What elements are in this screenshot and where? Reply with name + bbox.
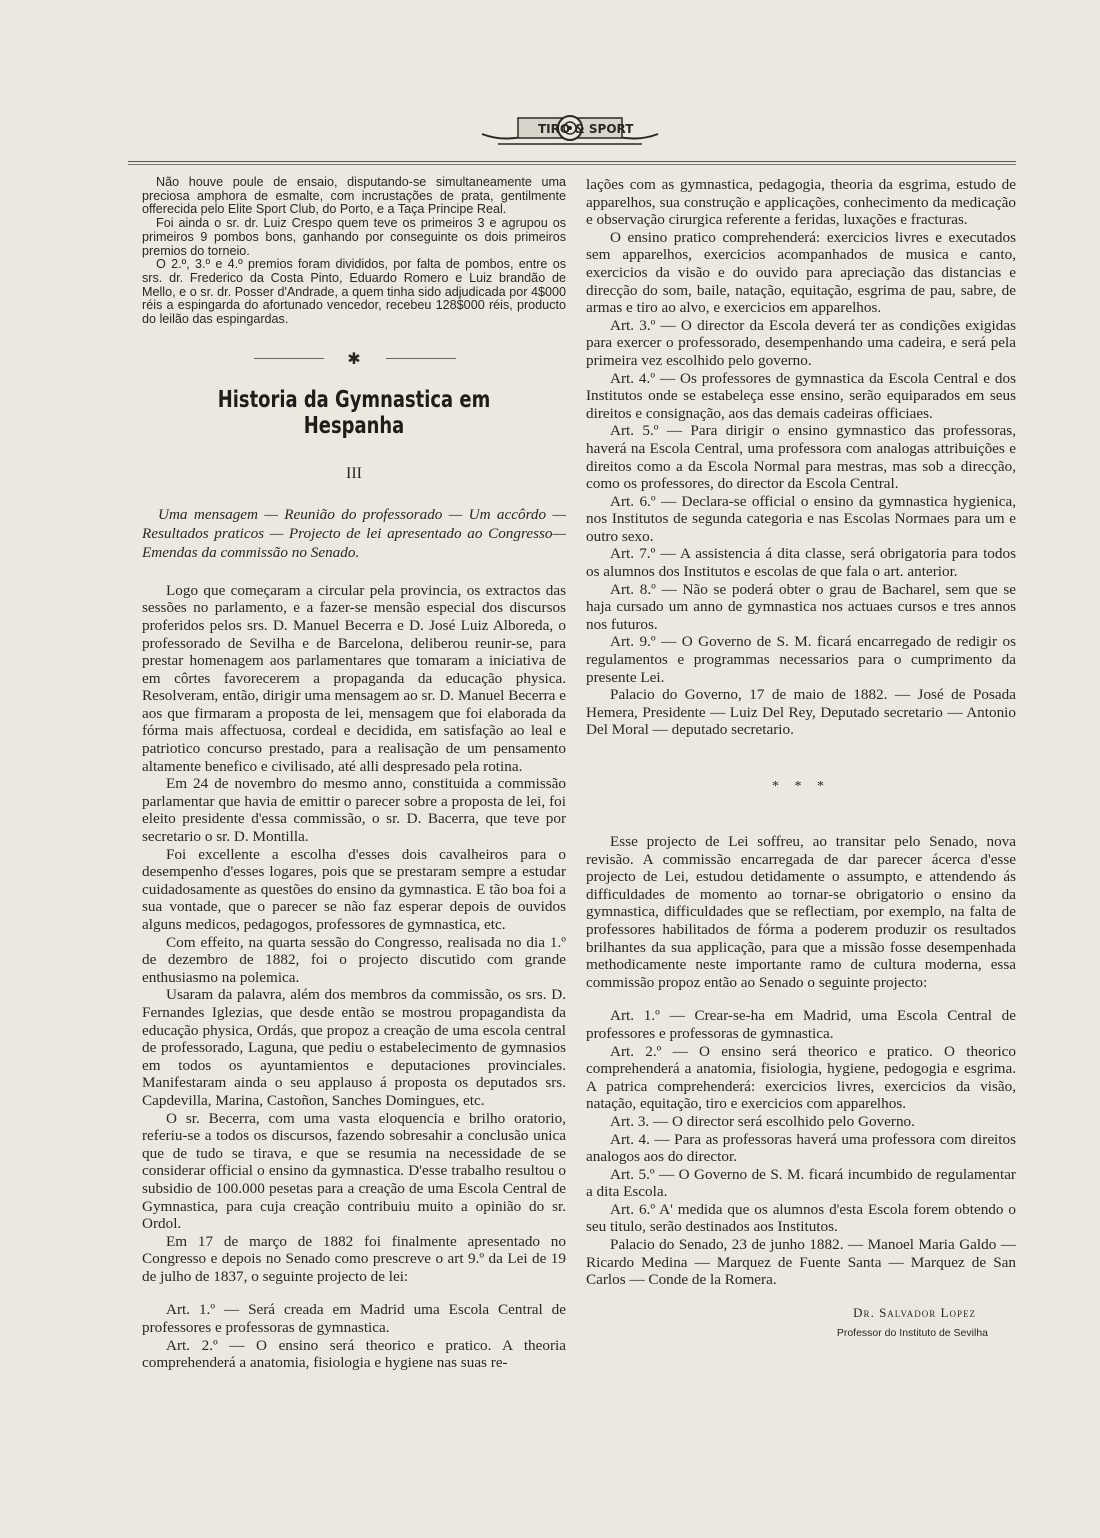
law-article: Art. 7.º — A assistencia á dita classe, será obrigatoria para todos os alumnos dos Institutos e escolas de que fala o art. anterior.	[586, 545, 1016, 581]
law-article: Art. 8.º — Não se poderá obter o grau de Bacharel, sem que se haja cursado um anno de gymnastica nos actuaes cursos e tres annos nos futuros.	[586, 580, 1016, 633]
chapter-summary: Uma mensagem — Reunião do professorado — Um accôrdo — Resultados praticos — Projecto de lei apresentado ao Congresso—Emendas da commissão no Senado.	[142, 505, 566, 561]
body-paragraph: Com effeito, na quarta sessão do Congresso, realisada no dia 1.º de dezembro de 1882, foi o projecto discutido com grande enthusiasmo na polemica.	[142, 933, 566, 986]
law-article: lações com as gymnastica, pedagogia, theoria da esgrima, estudo de apparelhos, sua construção e applicações, conhecimento da medicação e observação cirurgica referente a feridas, luxações e fracturas.	[586, 176, 1016, 229]
law-article: Art. 1.º — Será creada em Madrid uma Escola Central de professores e professoras de gymnastica.	[142, 1301, 566, 1337]
masthead-logo	[478, 104, 662, 156]
law-article: Art. 9.º — O Governo de S. M. ficará encarregado de redigir os regulamentos e programmas necessarios para o cumprimento da presente Lei.	[586, 633, 1016, 686]
law-article: Art. 6.º A' medida que os alumnos d'esta Escola forem obtendo o seu titulo, serão destinados aos Institutos.	[586, 1200, 1016, 1236]
masthead-title: TIRO & SPORT	[538, 122, 634, 136]
intro-paragraph: Não houve poule de ensaio, disputando-se simultaneamente uma preciosa amphora de esmalte, com incrustações de prata, gentilmente offerecida pelo Elite Sport Club, do Porto, e a Taça Principe Real.	[142, 175, 566, 217]
law-signatures: Palacio do Governo, 17 de maio de 1882. — José de Posada Hemera, Presidente — Luiz Del Rey, Deputado secretario — Antonio Del Moral — deputado secretario.	[586, 686, 1016, 739]
law-article: Art. 4.º — Os professores de gymnastica da Escola Central e dos Institutos onde se estabeleça esse ensino, serão equiparados em seus direitos e consignação, aos das demais cadeiras officiaes.	[586, 369, 1016, 422]
law-signatures: Palacio do Senado, 23 de junho 1882. — Manoel Maria Galdo — Ricardo Medina — Marquez de Fuente Santa — Marquez de San Carlos — Conde de la Romera.	[586, 1236, 1016, 1289]
author-signature: Dr. Salvador Lopez	[853, 1304, 976, 1320]
left-column	[142, 176, 566, 1372]
law-article: Art. 3. — O director será escolhido pelo Governo.	[610, 1112, 915, 1130]
body-paragraph: Em 17 de março de 1882 foi finalmente apresentado no Congresso e depois no Senado como prescreve o art 9.º da Lei de 19 de julho de 1837, o seguinte projecto de lei:	[142, 1232, 566, 1285]
author-affiliation: Professor do Instituto de Sevilha	[836, 1326, 988, 1339]
intro-paragraph: O 2.º, 3.º e 4.º premios foram divididos, por falta de pombos, entre os srs. dr. Frederico da Costa Pinto, Eduardo Romero e Luiz brandão de Mello, e o sr. dr. Posser d'Andrade, a quem tinha sido adjudicada por 4$000 réis a espingarda do afortunado vencedor, recebeu 128$000 réis, producto do leilão das espingardas.	[142, 257, 566, 327]
header-rule	[128, 161, 1016, 162]
body-paragraph: Foi excellente a escolha d'esses dois cavalheiros para o desempenho d'esses logares, pois que se prestaram sempre a estudar cuidadosamente as questões do ensino da gymnastica. E tão boa foi a sua vontade, que o parecer se não faz esperar depois de ouvidos alguns medicos, pedagogos, professores de gymnastica, etc.	[142, 845, 566, 934]
intro-paragraph: Foi ainda o sr. dr. Luiz Crespo quem teve os primeiros 3 e agrupou os primeiros 9 pombos bons, ganhando por conseguinte os dois primeiros premios do torneio.	[142, 216, 566, 258]
article-title: Historia da Gymnastica em Hespanha	[217, 386, 491, 439]
law-article: Art. 4. — Para as professoras haverá uma professora com direitos analogos aos do director.	[586, 1130, 1016, 1166]
ornament-icon: ✱	[347, 350, 361, 368]
law-article: Art. 5.º — Para dirigir o ensino gymnastico das professoras, haverá na Escola Central, uma professora com analogas attribuições e direitos como a da Escola Normal para mestras, mas sob a direcção, como os professores, do director da Escola Central.	[586, 422, 1016, 493]
ornament-divider	[142, 349, 566, 369]
chapter-number: III	[346, 464, 362, 482]
body-paragraph: O sr. Becerra, com uma vasta eloquencia e brilho oratorio, referiu-se a todos os discursos, fazendo sobresahir a conclusão unica que de tudo se tirava, e que se resumia na necessidade de se considerar official o ensino da gymnastica. D'esse trabalho resultou o subsidio de 100.000 pesetas para a creação de uma Escola Central de Gymnastica, para cuja creação contribuiu muito a opinião do sr. Ordol.	[142, 1109, 566, 1233]
right-column	[586, 176, 1016, 1339]
body-paragraph: Em 24 de novembro do mesmo anno, constituida a commissão parlamentar que havia de emittir o parecer sobre a proposta de lei, foi eleito presidente d'essa commissão, o sr. D. Bacerra, que teve por secretario o sr. D. Montilla.	[142, 775, 566, 846]
law-article: Art. 5.º — O Governo de S. M. ficará incumbido de regulamentar a dita Escola.	[586, 1165, 1016, 1201]
law-article: Art. 3.º — O director da Escola deverá ter as condições exigidas para exercer o professorado, desempenhando uma cadeira, e será pela primeira vez escolhido pelo governo.	[586, 316, 1016, 369]
header-rule-double	[128, 164, 1016, 165]
law-article: Art. 6.º — Declara-se official o ensino da gymnastica hygienica, nos Institutos de segunda categoria e nas Escolas Normaes para um e outro sexo.	[586, 492, 1016, 545]
body-paragraph: Logo que começaram a circular pela provincia, os extractos das sessões no parlamento, e a fazer-se mensão especial dos discursos proferidos pelos srs. D. Manuel Becerra e D. José Luiz Alboreda, o professorado de Sevilha e de Barcelona, deliberou reunir-se, para prestar homenagem aos parlamentares que tomaram a iniciativa de em côrtes favorecerem a propaganda da educação physica. Resolveram, então, dirigir uma mensagem ao sr. D. Manuel Becerra e aos que firmaram a proposta de lei, mensagem que foi elaborada da fórma mais affectuosa, cordeal e decidida, em satisfação ao leal e patriotico concurso prestado, para a realisação de um pensamento altamente benefico e civilisado, até alli despresado pela rotina.	[142, 581, 566, 775]
law-article: Art. 2.º — O ensino será theorico e pratico. A theoria comprehenderá a anatomia, fisiologia e hygiene nas suas re-	[142, 1336, 566, 1372]
law-article: Art. 1.º — Crear-se-ha em Madrid, uma Escola Central de professores e professoras de gymnastica.	[586, 1007, 1016, 1042]
law-article: O ensino pratico comprehenderá: exercicios livres e executados sem apparelhos, exercicios acompanhados de musica e canto, exercicios da visão e do ouvido para apreciação das distancias e direcção do som, baile, natação, equitação, esgrima de pau, sabre, de armas e tiro ao alvo, e exercicios em apparelhos.	[586, 228, 1016, 317]
law-article: Art. 2.º — O ensino será theorico e pratico. O theorico comprehenderá a anatomia, fisiologia, hygiene, pedogogia e esgrima. A patrica comprehenderá: exercicios livres, exercicios da visão, natação, equitação, tiro e exercicios com apparelhos.	[586, 1042, 1016, 1113]
body-paragraph: Usaram da palavra, além dos membros da commissão, os srs. D. Fernandes Iglezias, que desde então se mostrou propagandista da educação physica, Ordás, que propoz a creação de uma escola central de professorado, Laguna, que pediu o estabelecimento de gymnasios em todos os ayuntamientos e deputaciones provinciales. Manifestaram ainda o seu applauso á proposta os deputados srs. Capdevilla, Marina, Castoñon, Sanches Domingues, etc.	[142, 986, 566, 1109]
body-paragraph: Esse projecto de Lei soffreu, ao transitar pelo Senado, nova revisão. A commissão encarregada de dar parecer ácerca d'esse projecto de Lei, estudou detidamente o assumpto, e attendendo ás difficuldades de momento ao tornar-se obrigatorio o ensino da gymnastica, difficuldades que se reflectiam, por exemplo, na falta de professores habilitados de fórma a poderem produzir os resultados brilhantes da sua applicação, para que a missão fosse desempenhada methodicamente neste importante ramo de cultura moderna, essa commissão propoz então ao Senado o seguinte projecto:	[586, 833, 1016, 991]
section-break: * * *	[772, 779, 830, 794]
